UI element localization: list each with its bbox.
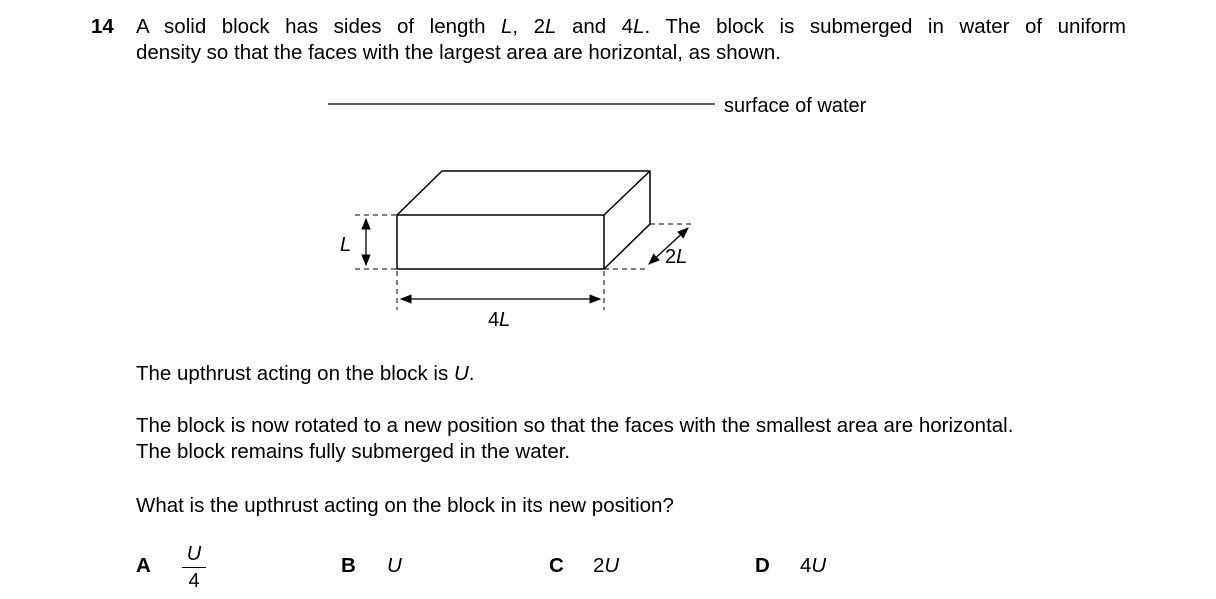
depth-label: 2L bbox=[665, 246, 688, 268]
stem-line-1: A solid block has sides of length L, 2L and 4L. The block is submerged in water of uniform bbox=[136, 15, 1126, 38]
option-d-letter[interactable]: D bbox=[755, 554, 770, 577]
fraction-bar bbox=[182, 567, 206, 568]
option-c-value[interactable]: 2U bbox=[593, 554, 620, 577]
length-label: 4L bbox=[488, 309, 511, 331]
option-c-letter[interactable]: C bbox=[549, 554, 564, 577]
stem-line-2: density so that the faces with the largest area are horizontal, as shown. bbox=[136, 41, 781, 64]
option-b-letter[interactable]: B bbox=[341, 554, 356, 577]
option-b-value[interactable]: U bbox=[387, 554, 402, 577]
option-d-value[interactable]: 4U bbox=[800, 554, 827, 577]
option-a-denominator: 4 bbox=[188, 570, 200, 592]
upthrust-statement: The upthrust acting on the block is U. bbox=[136, 362, 475, 385]
question-prompt: What is the upthrust acting on the block in its new position? bbox=[136, 494, 674, 517]
height-label: L bbox=[340, 234, 352, 256]
option-a-letter[interactable]: A bbox=[136, 554, 151, 577]
option-a-numerator: U bbox=[186, 543, 202, 565]
rotation-line-2: The block remains fully submerged in the water. bbox=[136, 440, 571, 463]
option-a-fraction[interactable] bbox=[182, 543, 206, 592]
rotation-line-1: The block is now rotated to a new position so that the faces with the smallest area are horizontal. bbox=[136, 414, 1014, 437]
dimension-guides bbox=[355, 215, 692, 310]
surface-label: surface of water bbox=[724, 95, 867, 117]
question-number: 14 bbox=[91, 15, 114, 38]
block bbox=[397, 171, 650, 269]
